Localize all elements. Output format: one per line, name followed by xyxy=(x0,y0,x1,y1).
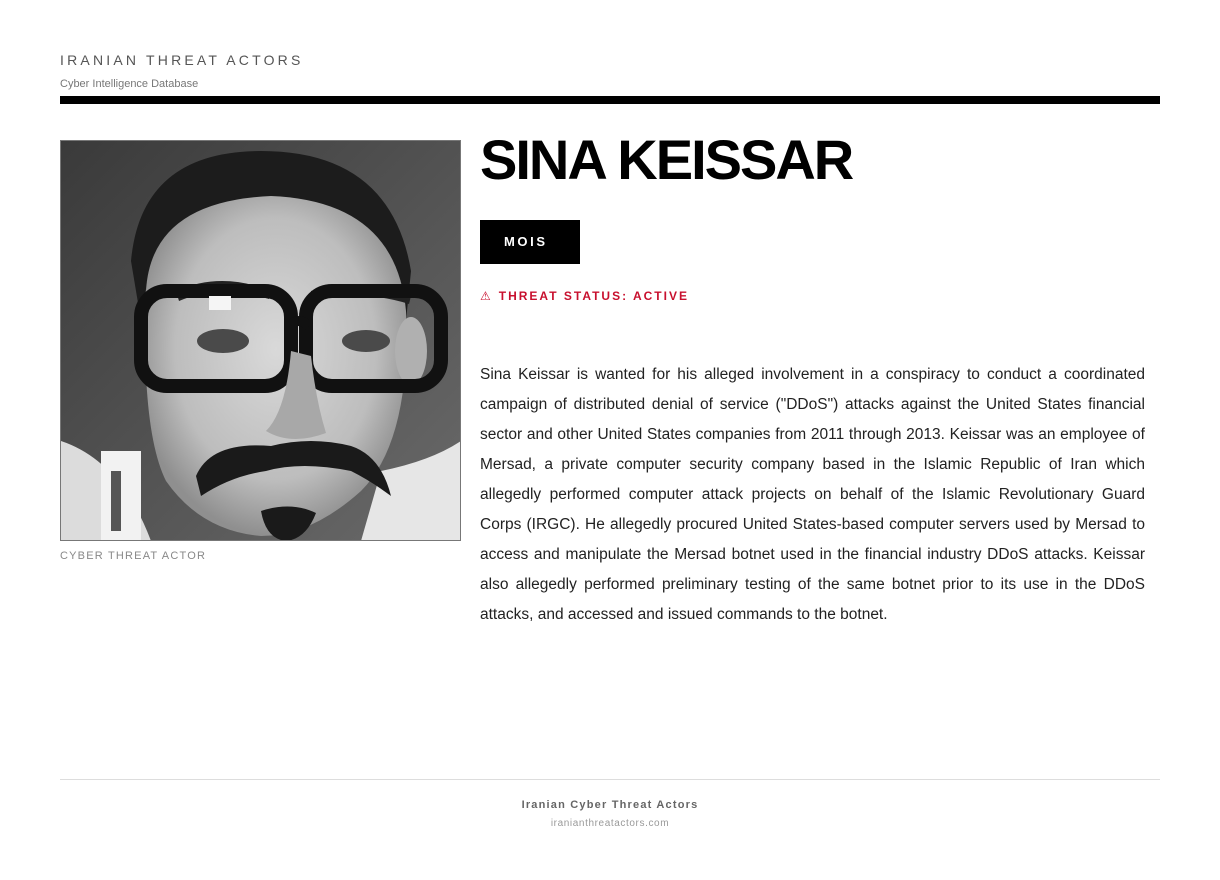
threat-status-label: THREAT STATUS: ACTIVE xyxy=(498,289,689,303)
warning-triangle-icon: ⚠ xyxy=(480,289,493,303)
actor-bio: Sina Keissar is wanted for his alleged involvement in a conspiracy to conduct a coordinated campaign of distributed denial of service ("DDoS") attacks against the United States financial sector and other United States companies from 2011 through 2013. Keissar was an employee of Mersad, a private computer security company based in the Islamic Republic of Iran which allegedly performed computer attack projects on behalf of the Islamic Revolutionary Guard Corps (IRGC). He allegedly procured United States-based computer servers used by Mersad to access and manipulate the Mersad botnet used in the financial industry DDoS attacks. Keissar also allegedly performed preliminary testing of the same botnet prior to its use in the DDoS attacks, and accessed and issued commands to the botnet. xyxy=(480,366,1145,623)
header-divider xyxy=(60,96,1160,104)
portrait-image xyxy=(61,141,461,541)
footer-name: Iranian Cyber Threat Actors xyxy=(521,799,699,811)
site-header xyxy=(60,52,1160,90)
site-footer xyxy=(0,798,1220,830)
actor-name: SINA KEISSAR xyxy=(480,128,853,191)
site-title: IRANIAN THREAT ACTORS xyxy=(60,52,304,68)
threat-status xyxy=(480,288,689,304)
profile-photo xyxy=(60,140,461,541)
footer-divider xyxy=(60,779,1160,780)
photo-caption: CYBER THREAT ACTOR xyxy=(60,550,207,562)
footer-url: iranianthreatactors.com xyxy=(550,818,670,829)
affiliation-badge: MOIS xyxy=(480,220,580,264)
site-subtitle: Cyber Intelligence Database xyxy=(60,78,199,90)
